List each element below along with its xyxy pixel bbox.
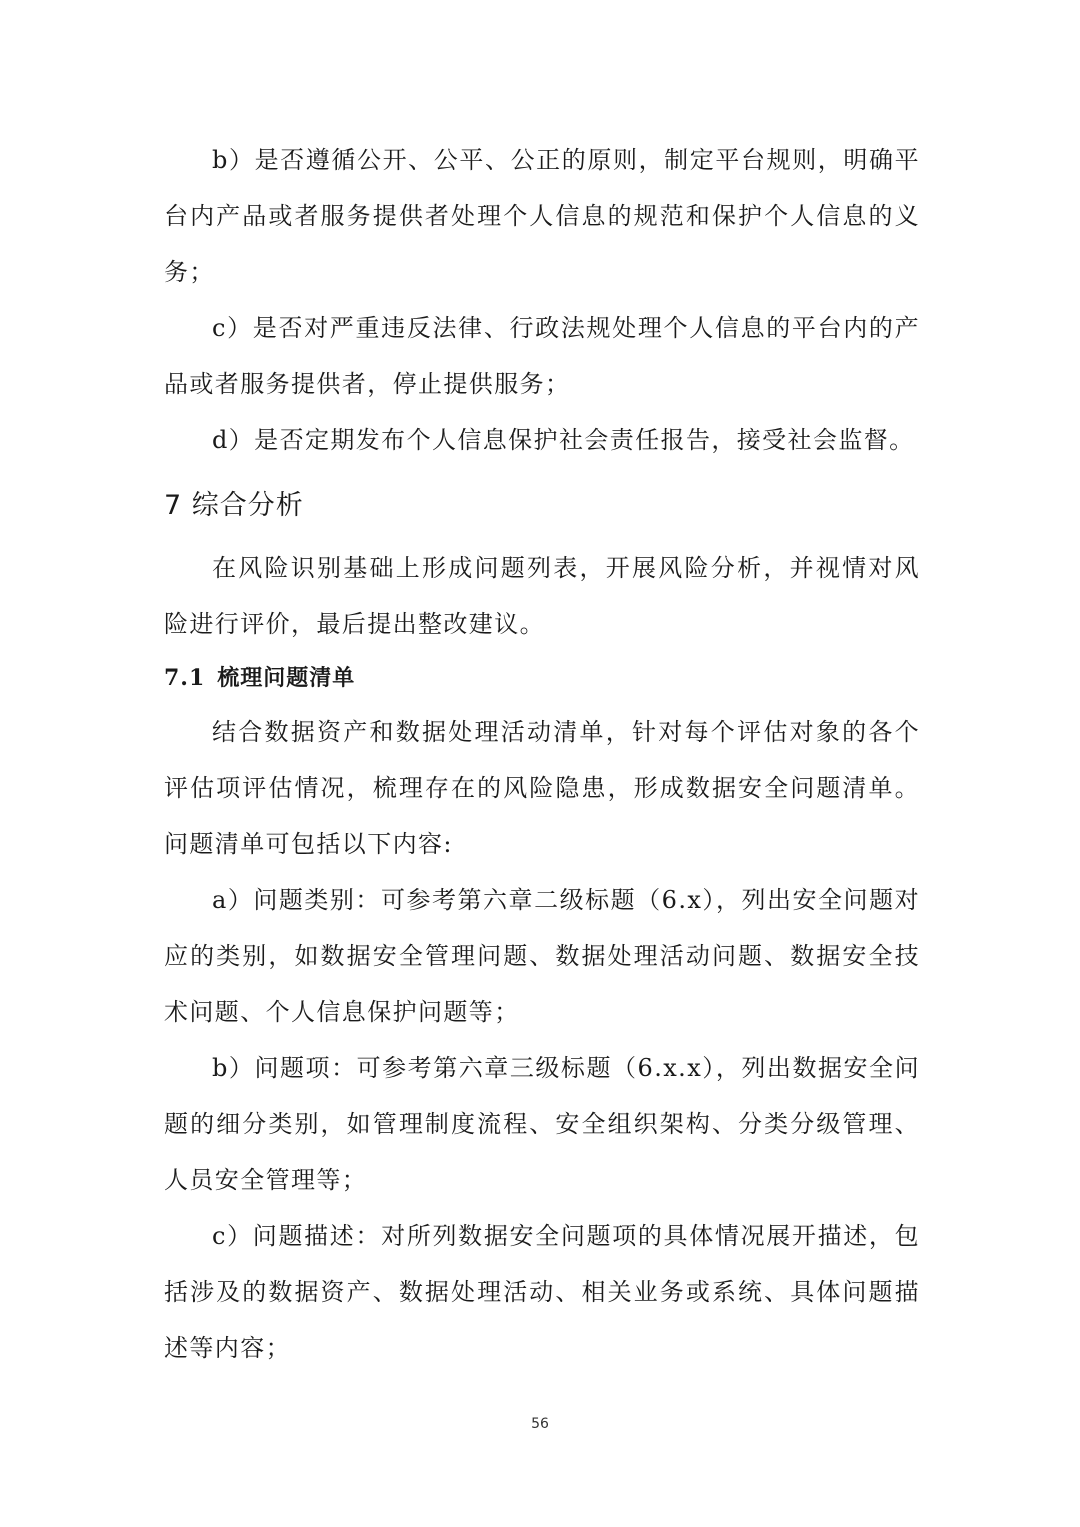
- subsection-number: 7.1: [164, 665, 206, 691]
- subsection-title: 梳理问题清单: [217, 665, 356, 691]
- subsection-paragraph: 结合数据资产和数据处理活动清单，针对每个评估对象的各个评估项评估情况，梳理存在的风险隐患，形成数据安全问题清单。问题清单可包括以下内容:: [164, 718, 920, 858]
- subsection-heading: [164, 652, 920, 704]
- list-item-b: b）问题项：可参考第六章三级标题（6.x.x），列出数据安全问题的细分类别，如管理制度流程、安全组织架构、分类分级管理、人员安全管理等；: [164, 1054, 920, 1194]
- section-heading: 7 综合分析: [164, 490, 304, 521]
- list-item-c: c）问题描述：对所列数据安全问题项的具体情况展开描述，包括涉及的数据资产、数据处理活动、相关业务或系统、具体问题描述等内容；: [164, 1222, 920, 1362]
- list-item-a: a）问题类别：可参考第六章二级标题（6.x），列出安全问题对应的类别，如数据安全管理问题、数据处理活动问题、数据安全技术问题、个人信息保护问题等；: [164, 886, 920, 1026]
- paragraph-item-d: d）是否定期发布个人信息保护社会责任报告，接受社会监督。: [212, 426, 915, 454]
- page-number: 56: [531, 1416, 549, 1432]
- paragraph-item-c: c）是否对严重违反法律、行政法规处理个人信息的平台内的产品或者服务提供者，停止提供服务；: [164, 314, 920, 398]
- paragraph-item-b: b）是否遵循公开、公平、公正的原则，制定平台规则，明确平台内产品或者服务提供者处理个人信息的规范和保护个人信息的义务；: [164, 146, 920, 286]
- section-intro: 在风险识别基础上形成问题列表，开展风险分析，并视情对风险进行评价，最后提出整改建议。: [164, 554, 920, 638]
